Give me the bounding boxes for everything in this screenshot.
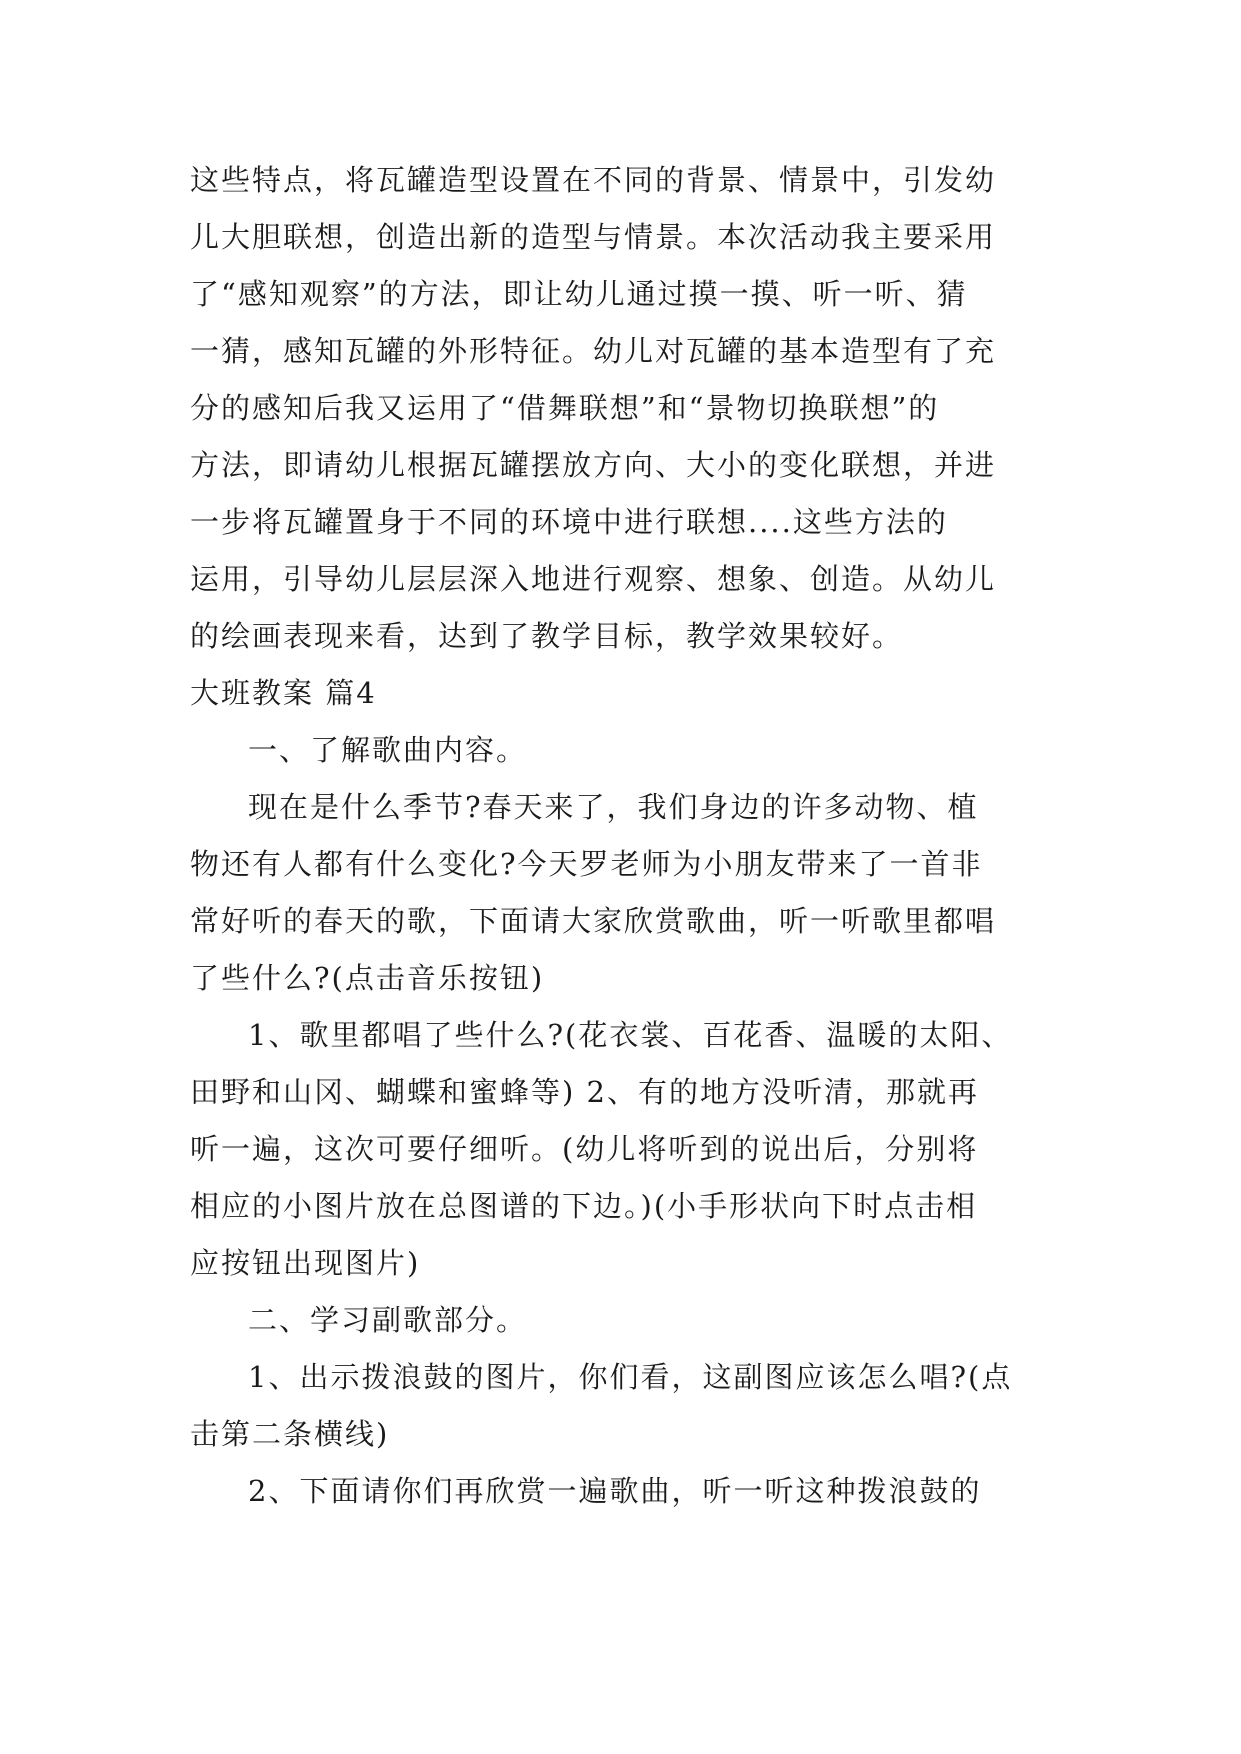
text-line: 一步将瓦罐置身于不同的环境中进行联想....这些方法的 <box>190 505 948 539</box>
text-line: 现在是什么季节?春天来了，我们身边的许多动物、植 <box>248 790 979 824</box>
text-line: 听一遍，这次可要仔细听。(幼儿将听到的说出后，分别将 <box>190 1132 979 1166</box>
text-line: 击第二条横线) <box>190 1417 390 1451</box>
text-line: 的绘画表现来看，达到了教学目标，教学效果较好。 <box>190 619 904 653</box>
text-line: 一猜，感知瓦罐的外形特征。幼儿对瓦罐的基本造型有了充 <box>190 334 997 368</box>
text-line: 相应的小图片放在总图谱的下边。)(小手形状向下时点击相 <box>190 1189 978 1223</box>
text-line: 这些特点，将瓦罐造型设置在不同的背景、情景中，引发幼 <box>190 163 997 197</box>
section-heading: 大班教案 篇4 <box>190 676 377 710</box>
text-line: 运用，引导幼儿层层深入地进行观察、想象、创造。从幼儿 <box>190 562 997 596</box>
text-line: 2、下面请你们再欣赏一遍歌曲，听一听这种拨浪鼓的 <box>248 1474 982 1508</box>
text-line: 分的感知后我又运用了“借舞联想”和“景物切换联想”的 <box>190 391 940 425</box>
text-line: 应按钮出现图片) <box>190 1246 421 1280</box>
text-line: 方法，即请幼儿根据瓦罐摆放方向、大小的变化联想，并进 <box>190 448 997 482</box>
text-line: 一、了解歌曲内容。 <box>248 733 528 767</box>
text-line: 田野和山冈、蝴蝶和蜜蜂等) 2、有的地方没听清，那就再 <box>190 1075 979 1109</box>
text-line: 物还有人都有什么变化?今天罗老师为小朋友带来了一首非 <box>190 847 983 881</box>
text-line: 儿大胆联想，创造出新的造型与情景。本次活动我主要采用 <box>190 220 997 254</box>
text-line: 了“感知观察”的方法，即让幼儿通过摸一摸、听一听、猜 <box>190 277 968 311</box>
text-line: 1、出示拨浪鼓的图片，你们看，这副图应该怎么唱?(点 <box>248 1360 1013 1394</box>
text-line: 二、学习副歌部分。 <box>248 1303 528 1337</box>
text-line: 1、歌里都唱了些什么?(花衣裳、百花香、温暖的太阳、 <box>248 1018 1013 1052</box>
text-line: 了些什么?(点击音乐按钮) <box>190 961 545 995</box>
text-line: 常好听的春天的歌，下面请大家欣赏歌曲，听一听歌里都唱 <box>190 904 997 938</box>
